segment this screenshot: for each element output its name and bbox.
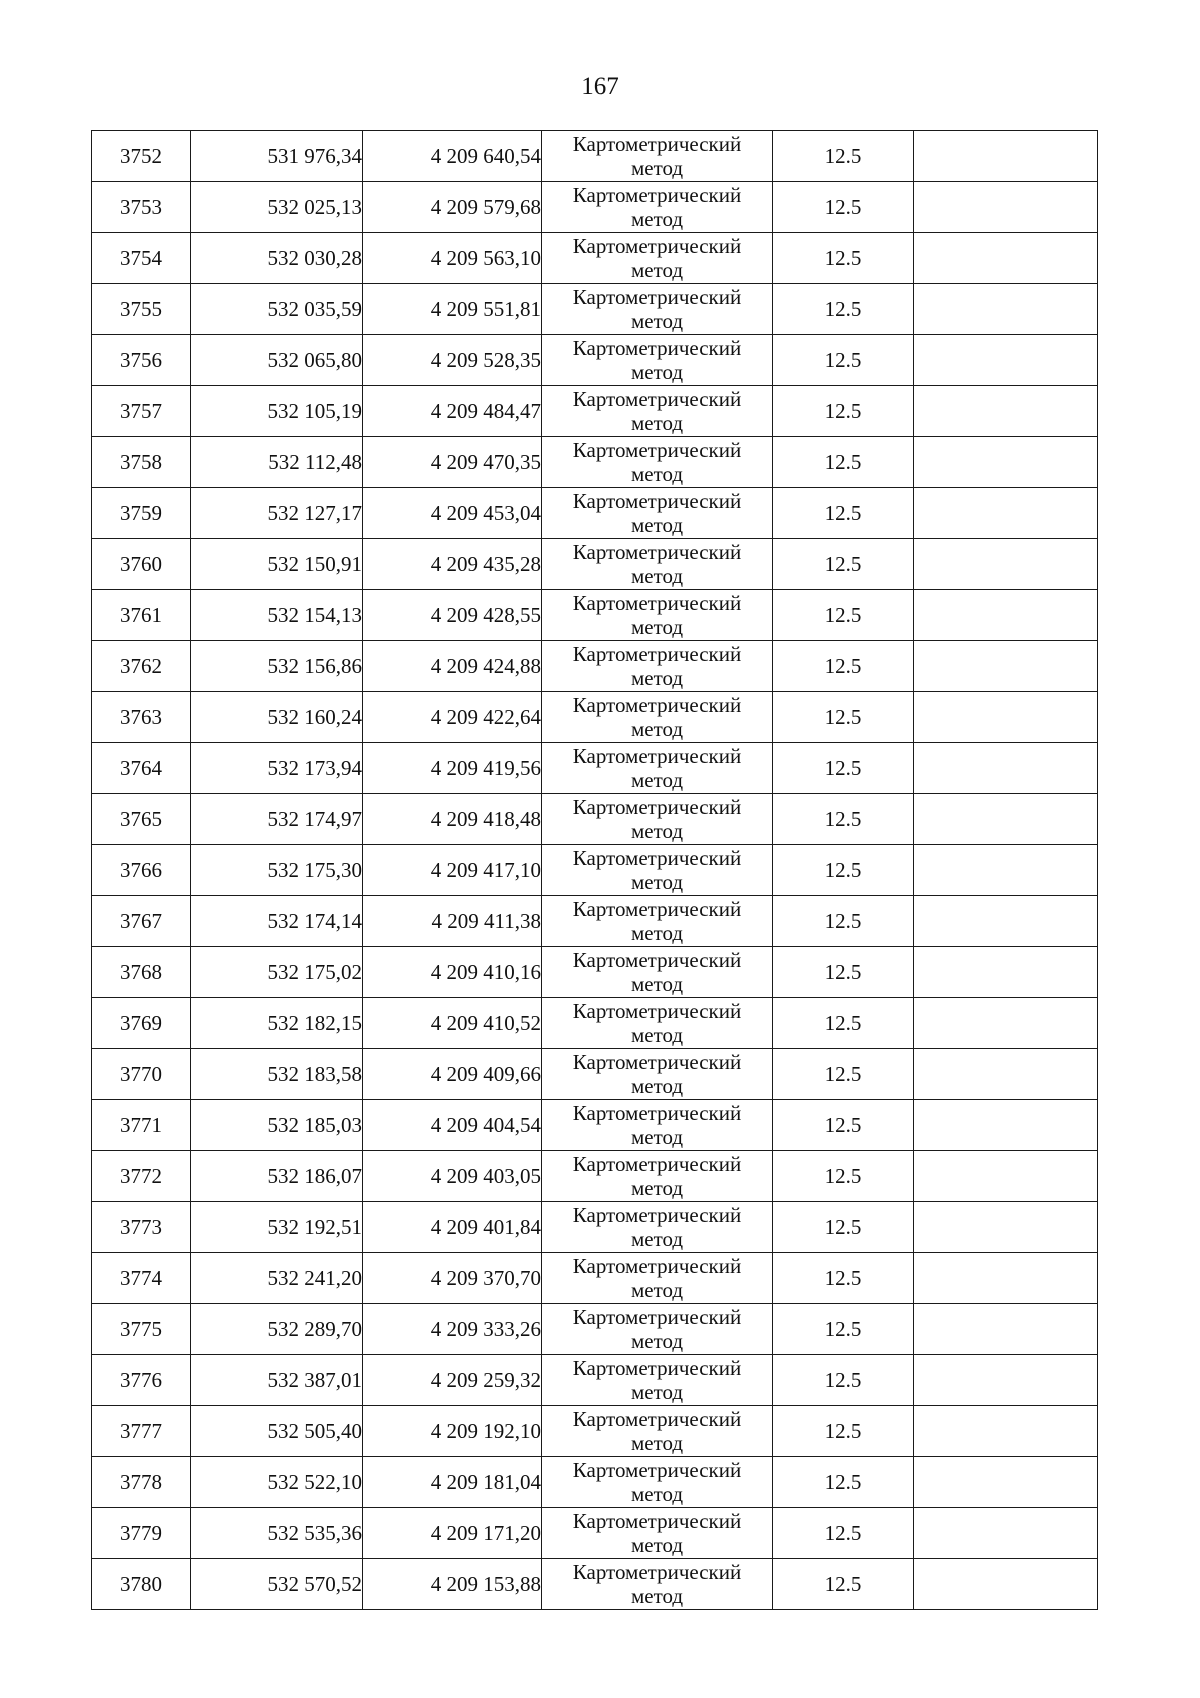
empty-cell xyxy=(914,386,1098,437)
coordinate-x: 532 154,13 xyxy=(191,590,363,641)
point-number: 3753 xyxy=(92,182,191,233)
point-number: 3778 xyxy=(92,1457,191,1508)
table-row xyxy=(92,1253,1098,1304)
method-line-2: метод xyxy=(630,513,684,537)
method-line-1: Картометрический xyxy=(572,1458,742,1482)
point-number: 3765 xyxy=(92,794,191,845)
method-line-1: Картометрический xyxy=(572,234,742,258)
empty-cell xyxy=(914,131,1098,182)
coordinate-x: 532 241,20 xyxy=(191,1253,363,1304)
accuracy-value: 12.5 xyxy=(773,1508,914,1559)
method-cell xyxy=(542,998,773,1049)
table-row xyxy=(92,335,1098,386)
method-line-2: метод xyxy=(630,1125,684,1149)
accuracy-value: 12.5 xyxy=(773,1406,914,1457)
method-line-1: Картометрический xyxy=(572,1254,742,1278)
empty-cell xyxy=(914,947,1098,998)
empty-cell xyxy=(914,845,1098,896)
accuracy-value: 12.5 xyxy=(773,1151,914,1202)
method-cell xyxy=(542,947,773,998)
accuracy-value: 12.5 xyxy=(773,845,914,896)
coordinate-y: 4 209 417,10 xyxy=(363,845,542,896)
method-line-2: метод xyxy=(630,819,684,843)
table-row xyxy=(92,1202,1098,1253)
point-number: 3769 xyxy=(92,998,191,1049)
coordinate-y: 4 209 435,28 xyxy=(363,539,542,590)
table-row xyxy=(92,386,1098,437)
empty-cell xyxy=(914,1151,1098,1202)
method-line-2: метод xyxy=(630,615,684,639)
accuracy-value: 12.5 xyxy=(773,437,914,488)
coordinate-y: 4 209 422,64 xyxy=(363,692,542,743)
method-line-2: метод xyxy=(630,768,684,792)
coordinate-x: 532 175,02 xyxy=(191,947,363,998)
coordinate-x: 532 025,13 xyxy=(191,182,363,233)
method-line-1: Картометрический xyxy=(572,1407,742,1431)
point-number: 3779 xyxy=(92,1508,191,1559)
empty-cell xyxy=(914,437,1098,488)
table-row xyxy=(92,182,1098,233)
point-number: 3761 xyxy=(92,590,191,641)
empty-cell xyxy=(914,1559,1098,1610)
method-line-1: Картометрический xyxy=(572,1356,742,1380)
coordinate-x: 532 186,07 xyxy=(191,1151,363,1202)
coordinates-table xyxy=(91,130,1098,1610)
empty-cell xyxy=(914,641,1098,692)
method-cell xyxy=(542,1049,773,1100)
table-row xyxy=(92,1100,1098,1151)
coordinate-x: 532 535,36 xyxy=(191,1508,363,1559)
method-line-1: Картометрический xyxy=(572,1050,742,1074)
accuracy-value: 12.5 xyxy=(773,743,914,794)
method-cell xyxy=(542,1508,773,1559)
point-number: 3772 xyxy=(92,1151,191,1202)
method-line-1: Картометрический xyxy=(572,1152,742,1176)
method-cell xyxy=(542,437,773,488)
empty-cell xyxy=(914,1100,1098,1151)
coordinate-x: 532 173,94 xyxy=(191,743,363,794)
coordinate-x: 532 182,15 xyxy=(191,998,363,1049)
empty-cell xyxy=(914,284,1098,335)
method-line-1: Картометрический xyxy=(572,999,742,1023)
coordinate-x: 532 105,19 xyxy=(191,386,363,437)
accuracy-value: 12.5 xyxy=(773,1304,914,1355)
method-cell xyxy=(542,182,773,233)
method-line-1: Картометрический xyxy=(572,183,742,207)
empty-cell xyxy=(914,335,1098,386)
accuracy-value: 12.5 xyxy=(773,1049,914,1100)
empty-cell xyxy=(914,182,1098,233)
method-cell xyxy=(542,284,773,335)
method-cell xyxy=(542,1100,773,1151)
table-row xyxy=(92,437,1098,488)
table-row xyxy=(92,1151,1098,1202)
method-line-2: метод xyxy=(630,1023,684,1047)
table-row xyxy=(92,998,1098,1049)
table-row xyxy=(92,1457,1098,1508)
table-row xyxy=(92,539,1098,590)
method-line-1: Картометрический xyxy=(572,795,742,819)
table-row xyxy=(92,845,1098,896)
method-line-2: метод xyxy=(630,1329,684,1353)
coordinate-y: 4 209 424,88 xyxy=(363,641,542,692)
empty-cell xyxy=(914,998,1098,1049)
coordinate-x: 532 035,59 xyxy=(191,284,363,335)
method-cell xyxy=(542,590,773,641)
method-line-2: метод xyxy=(630,1278,684,1302)
method-line-1: Картометрический xyxy=(572,1305,742,1329)
method-line-2: метод xyxy=(630,870,684,894)
point-number: 3775 xyxy=(92,1304,191,1355)
coordinate-y: 4 209 404,54 xyxy=(363,1100,542,1151)
method-line-1: Картометрический xyxy=(572,387,742,411)
coordinate-y: 4 209 640,54 xyxy=(363,131,542,182)
method-line-1: Картометрический xyxy=(572,948,742,972)
method-line-2: метод xyxy=(630,411,684,435)
method-line-2: метод xyxy=(630,1176,684,1200)
accuracy-value: 12.5 xyxy=(773,1100,914,1151)
coordinate-y: 4 209 563,10 xyxy=(363,233,542,284)
method-line-1: Картометрический xyxy=(572,846,742,870)
point-number: 3766 xyxy=(92,845,191,896)
method-line-2: метод xyxy=(630,666,684,690)
accuracy-value: 12.5 xyxy=(773,794,914,845)
table-row xyxy=(92,131,1098,182)
point-number: 3754 xyxy=(92,233,191,284)
method-line-1: Картометрический xyxy=(572,489,742,513)
coordinate-x: 532 150,91 xyxy=(191,539,363,590)
point-number: 3767 xyxy=(92,896,191,947)
empty-cell xyxy=(914,233,1098,284)
empty-cell xyxy=(914,488,1098,539)
method-line-2: метод xyxy=(630,972,684,996)
empty-cell xyxy=(914,539,1098,590)
table-row xyxy=(92,488,1098,539)
method-cell xyxy=(542,1355,773,1406)
coordinate-y: 4 209 259,32 xyxy=(363,1355,542,1406)
accuracy-value: 12.5 xyxy=(773,386,914,437)
point-number: 3780 xyxy=(92,1559,191,1610)
coordinate-y: 4 209 418,48 xyxy=(363,794,542,845)
method-line-2: метод xyxy=(630,1482,684,1506)
coordinate-x: 532 030,28 xyxy=(191,233,363,284)
method-line-1: Картометрический xyxy=(572,1203,742,1227)
accuracy-value: 12.5 xyxy=(773,590,914,641)
method-cell xyxy=(542,1202,773,1253)
coordinate-y: 4 209 409,66 xyxy=(363,1049,542,1100)
table-row xyxy=(92,1508,1098,1559)
table-row xyxy=(92,284,1098,335)
method-line-2: метод xyxy=(630,360,684,384)
point-number: 3770 xyxy=(92,1049,191,1100)
accuracy-value: 12.5 xyxy=(773,896,914,947)
coordinate-x: 532 065,80 xyxy=(191,335,363,386)
accuracy-value: 12.5 xyxy=(773,182,914,233)
method-line-1: Картометрический xyxy=(572,591,742,615)
table-row xyxy=(92,641,1098,692)
method-line-1: Картометрический xyxy=(572,1560,742,1584)
point-number: 3776 xyxy=(92,1355,191,1406)
method-cell xyxy=(542,1559,773,1610)
point-number: 3771 xyxy=(92,1100,191,1151)
coordinate-y: 4 209 370,70 xyxy=(363,1253,542,1304)
table-row xyxy=(92,896,1098,947)
point-number: 3762 xyxy=(92,641,191,692)
coordinate-x: 532 174,14 xyxy=(191,896,363,947)
coordinate-y: 4 209 411,38 xyxy=(363,896,542,947)
accuracy-value: 12.5 xyxy=(773,284,914,335)
empty-cell xyxy=(914,1355,1098,1406)
coordinate-x: 532 387,01 xyxy=(191,1355,363,1406)
method-line-1: Картометрический xyxy=(572,540,742,564)
empty-cell xyxy=(914,1406,1098,1457)
coordinate-x: 532 192,51 xyxy=(191,1202,363,1253)
method-line-2: метод xyxy=(630,207,684,231)
method-cell xyxy=(542,386,773,437)
coordinate-x: 532 522,10 xyxy=(191,1457,363,1508)
empty-cell xyxy=(914,1253,1098,1304)
method-line-1: Картометрический xyxy=(572,336,742,360)
coordinate-x: 532 175,30 xyxy=(191,845,363,896)
coordinate-y: 4 209 579,68 xyxy=(363,182,542,233)
method-line-2: метод xyxy=(630,1380,684,1404)
method-line-2: метод xyxy=(630,921,684,945)
method-cell xyxy=(542,131,773,182)
method-cell xyxy=(542,488,773,539)
coordinate-x: 531 976,34 xyxy=(191,131,363,182)
accuracy-value: 12.5 xyxy=(773,1355,914,1406)
coordinate-x: 532 127,17 xyxy=(191,488,363,539)
method-line-2: метод xyxy=(630,156,684,180)
method-line-1: Картометрический xyxy=(572,744,742,768)
method-cell xyxy=(542,641,773,692)
method-cell xyxy=(542,233,773,284)
accuracy-value: 12.5 xyxy=(773,1253,914,1304)
point-number: 3773 xyxy=(92,1202,191,1253)
coordinate-y: 4 209 551,81 xyxy=(363,284,542,335)
accuracy-value: 12.5 xyxy=(773,335,914,386)
method-line-2: метод xyxy=(630,1533,684,1557)
accuracy-value: 12.5 xyxy=(773,488,914,539)
table-row xyxy=(92,1304,1098,1355)
point-number: 3752 xyxy=(92,131,191,182)
method-cell xyxy=(542,539,773,590)
coordinate-x: 532 570,52 xyxy=(191,1559,363,1610)
coordinate-y: 4 209 153,88 xyxy=(363,1559,542,1610)
method-line-2: метод xyxy=(630,1431,684,1455)
page-number: 167 xyxy=(581,73,619,100)
method-line-1: Картометрический xyxy=(572,642,742,666)
accuracy-value: 12.5 xyxy=(773,1457,914,1508)
accuracy-value: 12.5 xyxy=(773,641,914,692)
coordinates-table-body xyxy=(92,131,1098,1610)
method-line-1: Картометрический xyxy=(572,438,742,462)
empty-cell xyxy=(914,743,1098,794)
method-cell xyxy=(542,845,773,896)
point-number: 3774 xyxy=(92,1253,191,1304)
coordinate-y: 4 209 403,05 xyxy=(363,1151,542,1202)
point-number: 3759 xyxy=(92,488,191,539)
point-number: 3757 xyxy=(92,386,191,437)
method-cell xyxy=(542,1304,773,1355)
coordinate-y: 4 209 333,26 xyxy=(363,1304,542,1355)
coordinate-y: 4 209 528,35 xyxy=(363,335,542,386)
point-number: 3756 xyxy=(92,335,191,386)
coordinate-y: 4 209 192,10 xyxy=(363,1406,542,1457)
method-line-1: Картометрический xyxy=(572,897,742,921)
coordinate-x: 532 505,40 xyxy=(191,1406,363,1457)
method-line-1: Картометрический xyxy=(572,1509,742,1533)
coordinate-y: 4 209 410,16 xyxy=(363,947,542,998)
point-number: 3763 xyxy=(92,692,191,743)
empty-cell xyxy=(914,590,1098,641)
method-line-2: метод xyxy=(630,1227,684,1251)
accuracy-value: 12.5 xyxy=(773,1559,914,1610)
accuracy-value: 12.5 xyxy=(773,233,914,284)
empty-cell xyxy=(914,794,1098,845)
coordinate-y: 4 209 419,56 xyxy=(363,743,542,794)
table-row xyxy=(92,1049,1098,1100)
empty-cell xyxy=(914,692,1098,743)
method-cell xyxy=(542,692,773,743)
accuracy-value: 12.5 xyxy=(773,1202,914,1253)
point-number: 3755 xyxy=(92,284,191,335)
coordinate-x: 532 160,24 xyxy=(191,692,363,743)
coordinate-y: 4 209 428,55 xyxy=(363,590,542,641)
coordinate-y: 4 209 401,84 xyxy=(363,1202,542,1253)
method-line-2: метод xyxy=(630,564,684,588)
empty-cell xyxy=(914,1508,1098,1559)
empty-cell xyxy=(914,1304,1098,1355)
empty-cell xyxy=(914,1049,1098,1100)
table-row xyxy=(92,590,1098,641)
coordinate-x: 532 156,86 xyxy=(191,641,363,692)
method-cell xyxy=(542,1406,773,1457)
coordinate-y: 4 209 453,04 xyxy=(363,488,542,539)
accuracy-value: 12.5 xyxy=(773,998,914,1049)
coordinate-x: 532 289,70 xyxy=(191,1304,363,1355)
accuracy-value: 12.5 xyxy=(773,539,914,590)
empty-cell xyxy=(914,1457,1098,1508)
method-line-1: Картометрический xyxy=(572,1101,742,1125)
method-cell xyxy=(542,794,773,845)
coordinate-y: 4 209 171,20 xyxy=(363,1508,542,1559)
table-row xyxy=(92,692,1098,743)
accuracy-value: 12.5 xyxy=(773,692,914,743)
point-number: 3777 xyxy=(92,1406,191,1457)
coordinate-x: 532 112,48 xyxy=(191,437,363,488)
method-cell xyxy=(542,743,773,794)
method-cell xyxy=(542,335,773,386)
method-line-2: метод xyxy=(630,258,684,282)
table-row xyxy=(92,947,1098,998)
method-line-1: Картометрический xyxy=(572,132,742,156)
coordinate-x: 532 183,58 xyxy=(191,1049,363,1100)
table-row xyxy=(92,794,1098,845)
method-cell xyxy=(542,1457,773,1508)
method-cell xyxy=(542,1253,773,1304)
table-row xyxy=(92,743,1098,794)
method-line-1: Картометрический xyxy=(572,285,742,309)
point-number: 3758 xyxy=(92,437,191,488)
method-line-1: Картометрический xyxy=(572,693,742,717)
table-row xyxy=(92,233,1098,284)
table-row xyxy=(92,1406,1098,1457)
accuracy-value: 12.5 xyxy=(773,131,914,182)
table-row xyxy=(92,1355,1098,1406)
method-line-2: метод xyxy=(630,1584,684,1608)
method-line-2: метод xyxy=(630,462,684,486)
coordinate-y: 4 209 181,04 xyxy=(363,1457,542,1508)
coordinate-y: 4 209 410,52 xyxy=(363,998,542,1049)
point-number: 3764 xyxy=(92,743,191,794)
method-line-2: метод xyxy=(630,309,684,333)
coordinate-x: 532 174,97 xyxy=(191,794,363,845)
point-number: 3760 xyxy=(92,539,191,590)
coordinate-x: 532 185,03 xyxy=(191,1100,363,1151)
method-cell xyxy=(542,1151,773,1202)
coordinate-y: 4 209 484,47 xyxy=(363,386,542,437)
coordinate-y: 4 209 470,35 xyxy=(363,437,542,488)
method-line-2: метод xyxy=(630,717,684,741)
empty-cell xyxy=(914,1202,1098,1253)
method-line-2: метод xyxy=(630,1074,684,1098)
accuracy-value: 12.5 xyxy=(773,947,914,998)
table-row xyxy=(92,1559,1098,1610)
method-cell xyxy=(542,896,773,947)
empty-cell xyxy=(914,896,1098,947)
point-number: 3768 xyxy=(92,947,191,998)
